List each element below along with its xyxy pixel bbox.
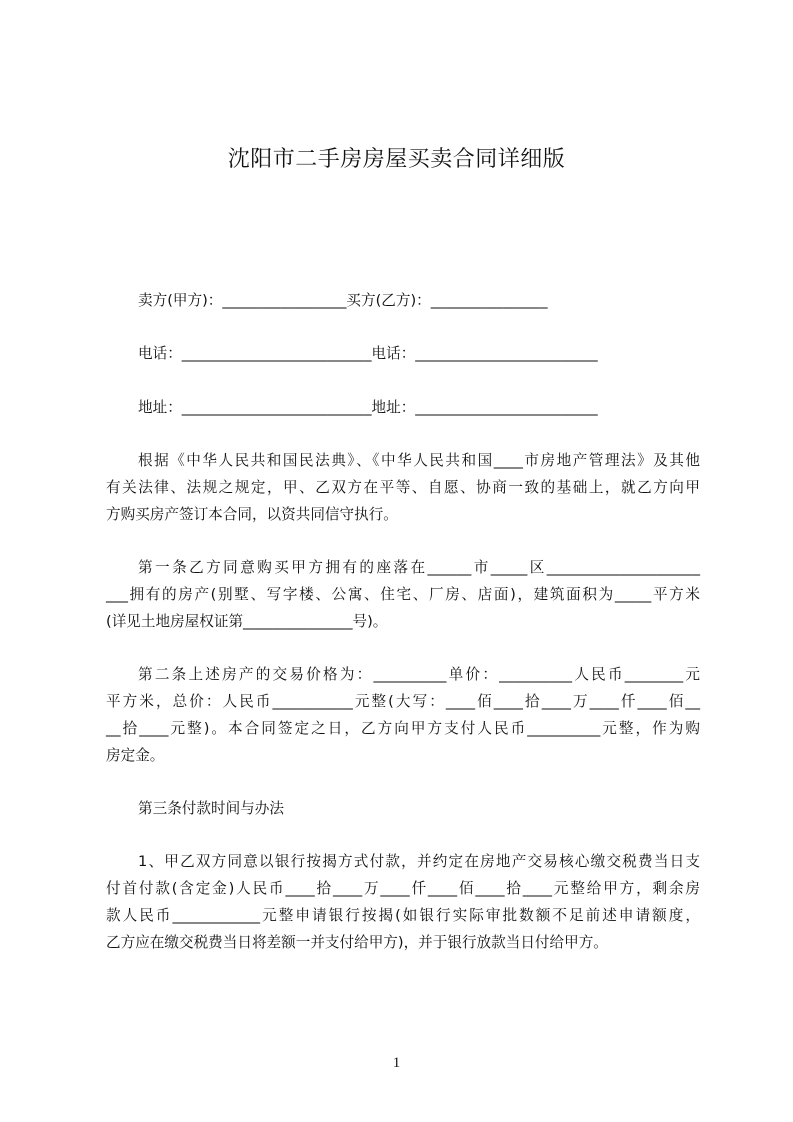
text-line: ___拥有的房产(别墅、写字楼、公寓、住宅、厂房、店面)，建筑面积为_____平方米 bbox=[106, 586, 700, 603]
text-line: 付首付款(含定金)人民币____拾____万____仟____佰____拾____元整给甲方，剩余房 bbox=[106, 880, 700, 897]
text-line: 第二条上述房产的交易价格为：__________单价：__________人民币________元 bbox=[138, 666, 700, 683]
text-line: (详见土地房屋权证第_______________号)。 bbox=[106, 613, 388, 630]
page-title: 沈阳市二手房房屋买卖合同详细版 bbox=[227, 147, 566, 172]
article-3-heading: 第三条付款时间与办法 bbox=[138, 800, 284, 817]
text-line: 房定金。 bbox=[106, 747, 165, 764]
text-line: 平方米，总价：人民币___________元整(大写：____佰____拾____万____仟____佰__ bbox=[106, 693, 700, 710]
text-line: 有关法律、法规之规定，甲、乙双方在平等、自愿、协商一致的基础上，就乙方向甲 bbox=[106, 479, 700, 496]
parties-phone: 电话：__________________________电话：_________________________ bbox=[138, 345, 598, 362]
text-line: 乙方应在缴交税费当日将差额一并支付给甲方)，并于银行放款当日付给甲方。 bbox=[106, 934, 608, 951]
text-line: 第一条乙方同意购买甲方拥有的座落在______市_____区_____________________ bbox=[138, 559, 700, 576]
text-line: 根据《中华人民共和国民法典》、《中华人民共和国____市房地产管理法》及其他 bbox=[138, 452, 700, 469]
text-line: __拾____元整)。本合同签定之日，乙方向甲方支付人民币__________元整，作为购 bbox=[106, 720, 700, 737]
parties-seller-buyer: 卖方(甲方)：_________________买方(乙方)：________________ bbox=[138, 292, 548, 309]
text-line: 款人民币____________元整申请银行按揭(如银行实际审批数额不足前述申请额度， bbox=[106, 907, 700, 924]
text-line: 方购买房产签订本合同，以资共同信守执行。 bbox=[106, 506, 398, 523]
text-line: 1、甲乙双方同意以银行按揭方式付款，并约定在房地产交易核心缴交税费当日支 bbox=[138, 853, 700, 870]
page-number: 1 bbox=[392, 1055, 401, 1071]
parties-address: 地址：__________________________地址：_________________________ bbox=[138, 399, 598, 416]
